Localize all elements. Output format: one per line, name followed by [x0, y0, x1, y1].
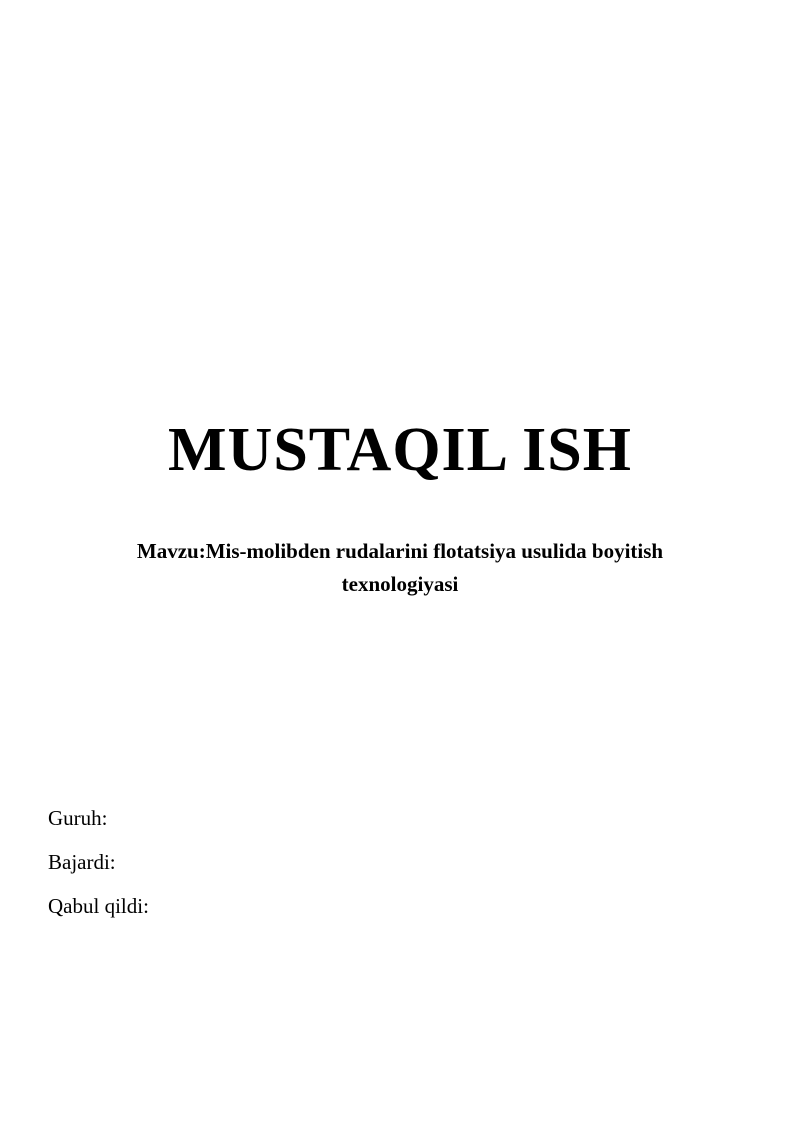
field-label-qabul-qildi: Qabul qildi:: [48, 894, 149, 918]
field-row-qabul-qildi: [48, 896, 648, 917]
page-title: MUSTAQIL ISH: [168, 416, 632, 484]
signature-fields: [48, 808, 648, 940]
document-subject: Mavzu:Mis-molibden rudalarini flotatsiya usulida boyitish texnologiyasi: [136, 539, 664, 596]
title-block: [0, 418, 800, 483]
field-label-bajardi: Bajardi:: [48, 850, 116, 874]
subtitle-block: [90, 535, 710, 600]
field-label-guruh: Guruh:: [48, 806, 108, 830]
field-row-guruh: [48, 808, 648, 829]
field-row-bajardi: [48, 852, 648, 873]
